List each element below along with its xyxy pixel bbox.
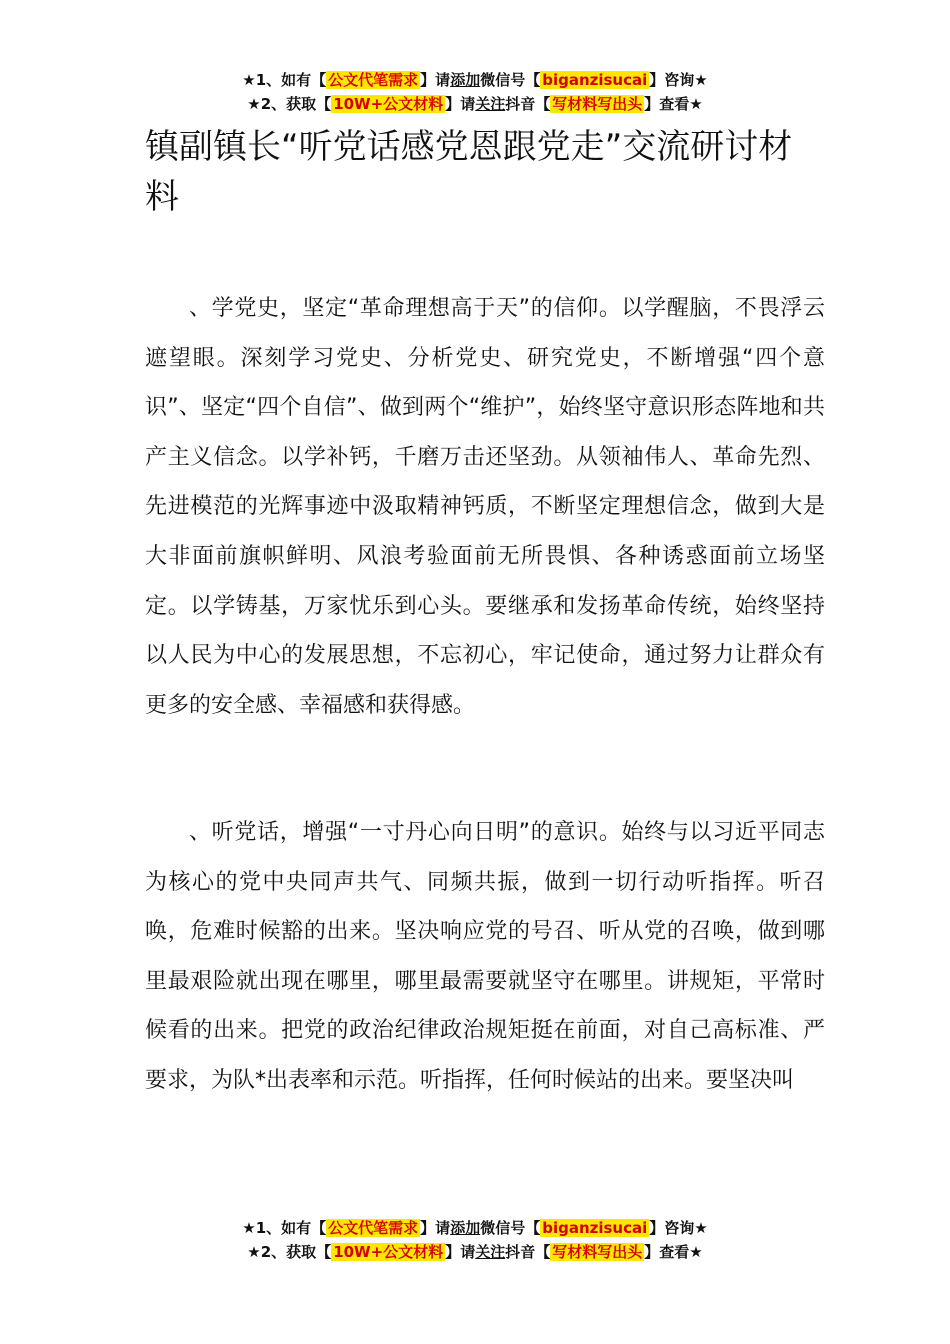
promo-banner-bottom: [0, 1216, 950, 1264]
document-title: 镇副镇长“听党话感党恩跟党走”交流研讨材料: [145, 127, 793, 217]
promo-line-2: [0, 1240, 950, 1264]
body-paragraph-2: 、听党话，增强“一寸丹心向日明”的意识。始终与以习近平同志为核心的党中央同声共气、同频共振，做到一切行动听指挥。听召唤，危难时候豁的出来。坚决响应党的号召、听从党的召唤，做到哪里最艰险就出现在哪里，哪里最需要就坚守在哪里。讲规矩，平常时候看的出来。把党的政治纪律政治规矩挺在前面，对自己高标准、严要求，为队*出表率和示范。听指挥，任何时候站的出来。要坚决叫: [145, 820, 825, 1093]
promo-underline: 添加: [450, 71, 481, 89]
promo-text: 抖音【: [505, 95, 551, 113]
promo-text: ★2、获取【: [247, 95, 332, 113]
promo-text: ★1、如有【: [242, 71, 327, 89]
body-paragraph-1: 、学党史，坚定“革命理想高于天”的信仰。以学醒脑，不畏浮云遮望眼。深刻学习党史、分析党史、研究党史，不断增强“四个意识”、坚定“四个自信”、做到两个“维护”，始终坚守意识形态阵地和共产主义信念。以学补钙，千磨万击还坚劲。从领袖伟人、革命先烈、先进模范的光辉事迹中汲取精神钙质，不断坚定理想信念，做到大是大非面前旗帜鲜明、风浪考验面前无所畏惧、各种诱惑面前立场坚定。以学铸基，万家忧乐到心头。要继承和发扬革命传统，始终坚持以人民为中心的发展思想，不忘初心，牢记使命，通过努力让群众有更多的安全感、幸福感和获得感。: [145, 296, 825, 718]
promo-text: ★2、获取【: [247, 1243, 332, 1261]
promo-line-1: [0, 1216, 950, 1240]
promo-line-1: [0, 68, 950, 92]
promo-text: 】咨询★: [649, 71, 708, 89]
promo-wechat-id: biganzisucai: [542, 71, 648, 89]
promo-underline: 关注: [475, 1243, 506, 1261]
promo-text: 】查看★: [644, 95, 703, 113]
promo-underline: 添加: [450, 1219, 481, 1237]
promo-highlight: 10W+公文材料: [333, 95, 444, 113]
promo-text: 】请: [420, 71, 451, 89]
promo-text: 】请: [420, 1219, 451, 1237]
promo-highlight: 公文代笔需求: [328, 71, 419, 89]
promo-text: 微信号【: [480, 1219, 541, 1237]
promo-text: 】请: [445, 1243, 476, 1261]
promo-text: 】请: [445, 95, 476, 113]
promo-text: 微信号【: [480, 71, 541, 89]
promo-underline: 关注: [475, 95, 506, 113]
promo-banner-top: [0, 68, 950, 116]
promo-highlight: 10W+公文材料: [333, 1243, 444, 1261]
promo-douyin-id: 写材料写出头: [552, 95, 643, 113]
promo-text: 】查看★: [644, 1243, 703, 1261]
promo-text: ★1、如有【: [242, 1219, 327, 1237]
promo-douyin-id: 写材料写出头: [552, 1243, 643, 1261]
promo-text: 抖音【: [505, 1243, 551, 1261]
promo-line-2: [0, 92, 950, 116]
promo-highlight: 公文代笔需求: [328, 1219, 419, 1237]
promo-text: 】咨询★: [649, 1219, 708, 1237]
promo-wechat-id: biganzisucai: [542, 1219, 648, 1237]
